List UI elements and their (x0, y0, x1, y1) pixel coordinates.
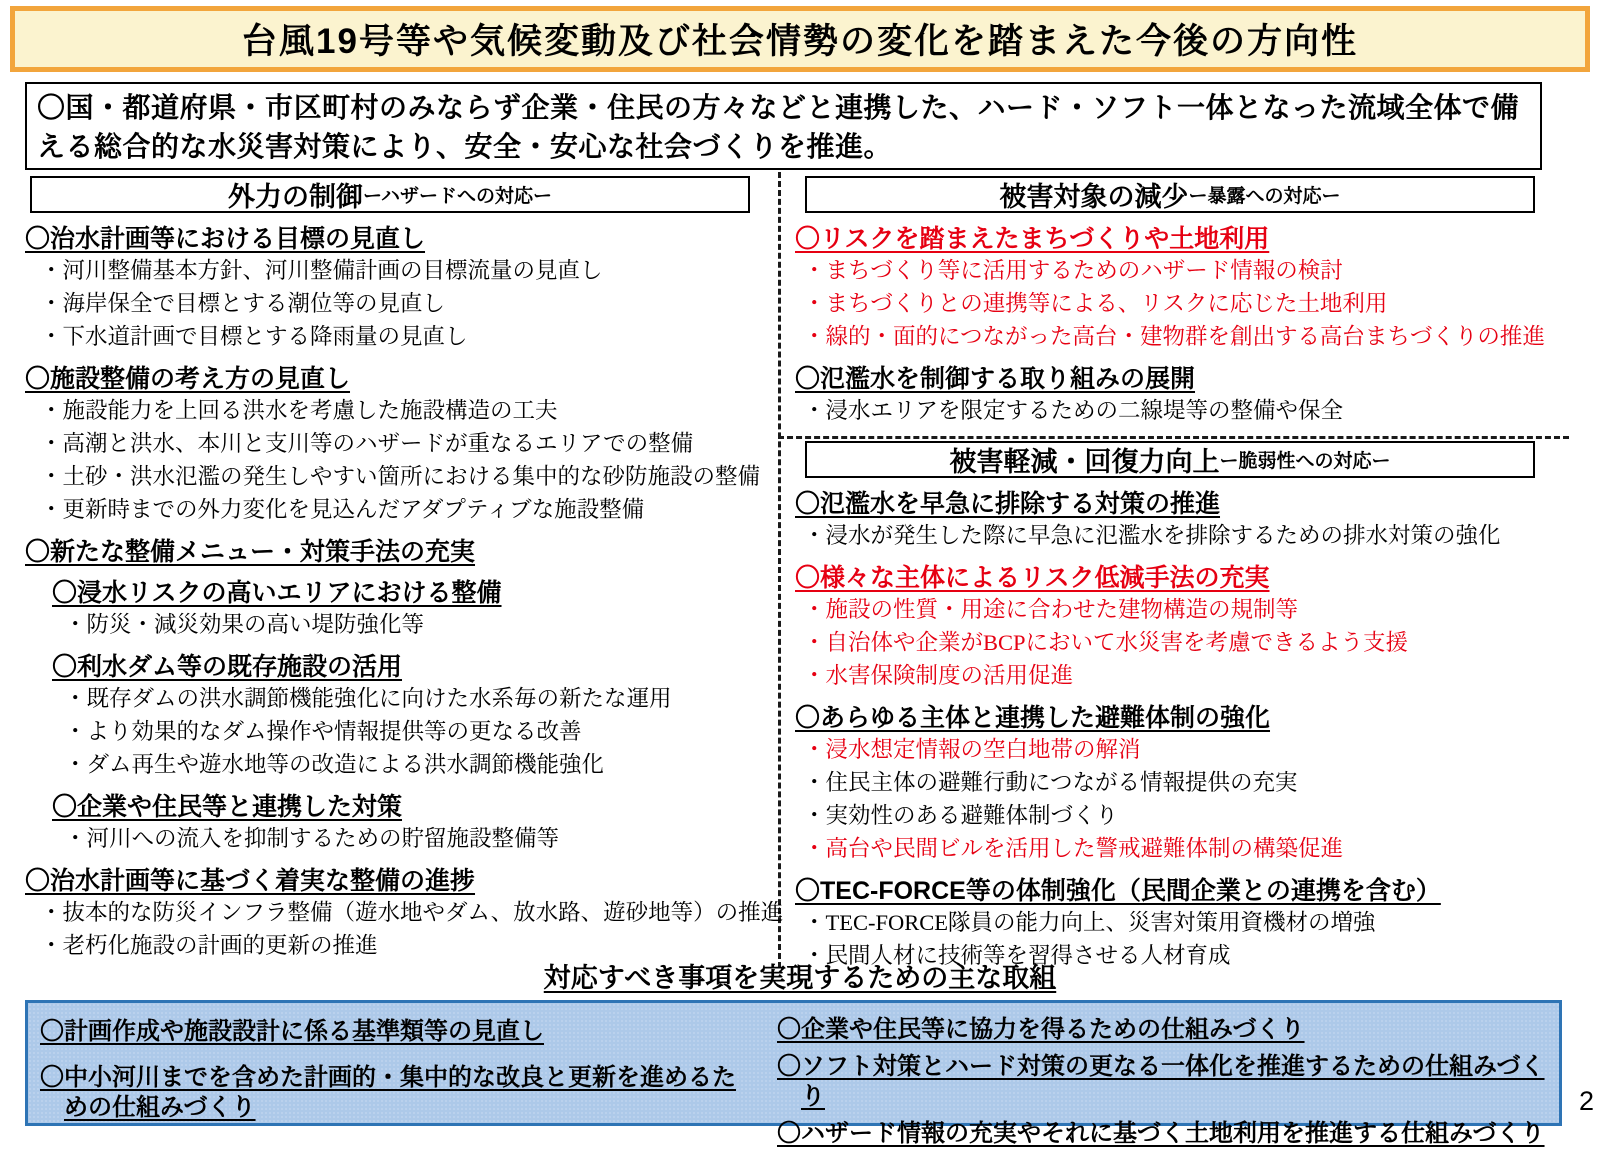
right-header2-title: 被害軽減・回復力向上 (949, 447, 1220, 477)
policy-section (52, 792, 762, 855)
bullet-item: ・浸水想定情報の空白地帯の解消 (803, 737, 1141, 762)
bullet-item: ・下水道計画で目標とする降雨量の見直し (40, 324, 468, 349)
column-divider-dashed (778, 172, 781, 968)
bullet-item: ・浸水エリアを限定するための二線堤等の整備や保全 (803, 398, 1344, 423)
bullet-item: ・より効果的なダム操作や情報提供等の更なる改善 (64, 719, 582, 744)
page-title: 台風19号等や気候変動及び社会情勢の変化を踏まえた今後の方向性 (242, 22, 1358, 61)
bullet-item: ・実効性のある避難体制づくり (803, 803, 1119, 828)
bullet-item: ・自治体や企業がBCPにおいて水災害を考慮できるよう支援 (803, 630, 1409, 655)
bottom-measure-item: 〇中小河川までを含めた計画的・集中的な改良と更新を進めるための仕組みづくり (40, 1064, 736, 1121)
section-heading: 〇治水計画等に基づく着実な整備の進捗 (25, 867, 476, 895)
section-heading: 〇TEC-FORCE等の体制強化（民間企業との連携を含む） (795, 877, 1441, 905)
bullet-item: ・線的・面的につながった高台・建物群を創出する高台まちづくりの推進 (803, 324, 1545, 349)
bullet-item: ・海岸保全で目標とする潮位等の見直し (40, 291, 446, 316)
bottom-measures-box (25, 1000, 1562, 1147)
bullet-item: ・高台や民間ビルを活用した警戒避難体制の構築促進 (803, 836, 1344, 861)
page-number: 2 (1578, 1086, 1594, 1116)
section-heading: 〇リスクを踏まえたまちづくりや土地利用 (795, 225, 1270, 253)
policy-section (795, 489, 1557, 552)
policy-section (795, 703, 1557, 865)
title-bar (10, 6, 1590, 72)
left-header-suffix: ーハザードへの対応ー (362, 186, 553, 207)
section-heading: 〇氾濫水を早急に排除する対策の推進 (795, 490, 1221, 518)
bottom-right-items (755, 1011, 1547, 1147)
section-heading: 〇浸水リスクの高いエリアにおける整備 (52, 579, 502, 607)
bullet-item: ・河川への流入を抑制するための貯留施設整備等 (64, 826, 560, 851)
policy-section (25, 537, 762, 567)
section-heading: 〇新たな整備メニュー・対策手法の充実 (25, 538, 476, 566)
right-header2-suffix: ー脆弱性への対応ー (1219, 451, 1391, 472)
policy-section (52, 578, 762, 641)
section-heading: 〇様々な主体によるリスク低減手法の充実 (795, 564, 1270, 592)
bullet-item: ・土砂・洪水氾濫の発生しやすい箇所における集中的な砂防施設の整備 (40, 464, 761, 489)
section-heading: 〇施設整備の考え方の見直し (25, 365, 351, 393)
intro-box (25, 82, 1542, 170)
bullet-item: ・更新時までの外力変化を見込んだアダプティブな施設整備 (40, 497, 645, 522)
bullet-item: ・高潮と洪水、本川と支川等のハザードが重なるエリアでの整備 (40, 431, 694, 456)
bottom-section-title: 対応すべき事項を実現するための主な取組 (543, 963, 1057, 993)
section-heading: 〇企業や住民等と連携した対策 (52, 793, 403, 821)
bullet-item: ・まちづくり等に活用するためのハザード情報の検討 (803, 258, 1343, 283)
bottom-measure-item: 〇ハザード情報の充実やそれに基づく土地利用を推進する仕組みづくり (777, 1120, 1545, 1147)
bullet-item: ・水害保険制度の活用促進 (803, 663, 1074, 688)
section-heading: 〇利水ダム等の既存施設の活用 (52, 653, 403, 681)
right-sections-top (795, 224, 1557, 427)
bullet-item: ・TEC-FORCE隊員の能力向上、災害対策用資機材の増強 (803, 910, 1376, 935)
right-column-header-1 (805, 176, 1535, 213)
left-sections (25, 224, 784, 962)
policy-section (25, 364, 762, 526)
bullet-item: ・浸水が発生した際に早急に氾濫水を排除するための排水対策の強化 (803, 523, 1501, 548)
bullet-item: ・既存ダムの洪水調節機能強化に向けた水系毎の新たな運用 (64, 686, 672, 711)
policy-section (25, 866, 784, 962)
bullet-item: ・施設の性質・用途に合わせた建物構造の規制等 (803, 597, 1299, 622)
bullet-item: ・抜本的な防災インフラ整備（遊水地やダム、放水路、遊砂地等）の推進 (40, 900, 784, 925)
right-header1-title: 被害対象の減少 (999, 182, 1189, 212)
bullet-item: ・防災・減災効果の高い堤防強化等 (64, 612, 425, 637)
right-header1-suffix: ー暴露への対応ー (1188, 186, 1341, 207)
right-column (795, 176, 1557, 972)
policy-section (25, 224, 762, 353)
bottom-measure-item: 〇企業や住民等に協力を得るための仕組みづくり (777, 1016, 1305, 1043)
intro-text: 〇国・都道府県・市区町村のみならず企業・住民の方々などと連携した、ハード・ソフト一体となった流域全体で備える総合的な水災害対策により、安全・安心な社会づくりを推進。 (37, 92, 1520, 162)
bullet-item: ・施設能力を上回る洪水を考慮した施設構造の工夫 (40, 398, 558, 423)
bullet-item: ・住民主体の避難行動につながる情報提供の充実 (803, 770, 1298, 795)
section-heading: 〇氾濫水を制御する取り組みの展開 (795, 365, 1196, 393)
bullet-item: ・河川整備基本方針、河川整備計画の目標流量の見直し (40, 258, 603, 283)
right-column-header-2 (805, 441, 1535, 478)
bullet-item: ・ダム再生や遊水地等の改造による洪水調節機能強化 (64, 752, 605, 777)
policy-section (795, 364, 1557, 427)
policy-section (795, 563, 1557, 692)
left-header-title: 外力の制御 (227, 182, 363, 212)
section-heading: 〇治水計画等における目標の見直し (25, 225, 426, 253)
policy-section (795, 224, 1557, 353)
policy-section (52, 652, 762, 781)
bottom-left-items (40, 1011, 755, 1121)
row-divider-dashed (778, 436, 1569, 439)
bullet-item: ・まちづくりとの連携等による、リスクに応じた土地利用 (803, 291, 1388, 316)
bottom-measure-item: 〇計画作成や施設設計に係る基準類等の見直し (40, 1018, 544, 1045)
section-heading: 〇あらゆる主体と連携した避難体制の強化 (795, 704, 1271, 732)
bottom-measure-item: 〇ソフト対策とハード対策の更なる一体化を推進するための仕組みづくり (777, 1053, 1545, 1110)
bullet-item: ・民間人材に技術等を習得させる人材育成 (803, 943, 1231, 968)
left-column (25, 176, 784, 962)
left-column-header (30, 176, 750, 213)
right-sections-bottom (795, 489, 1557, 972)
bullet-item: ・老朽化施設の計画的更新の推進 (40, 933, 378, 958)
